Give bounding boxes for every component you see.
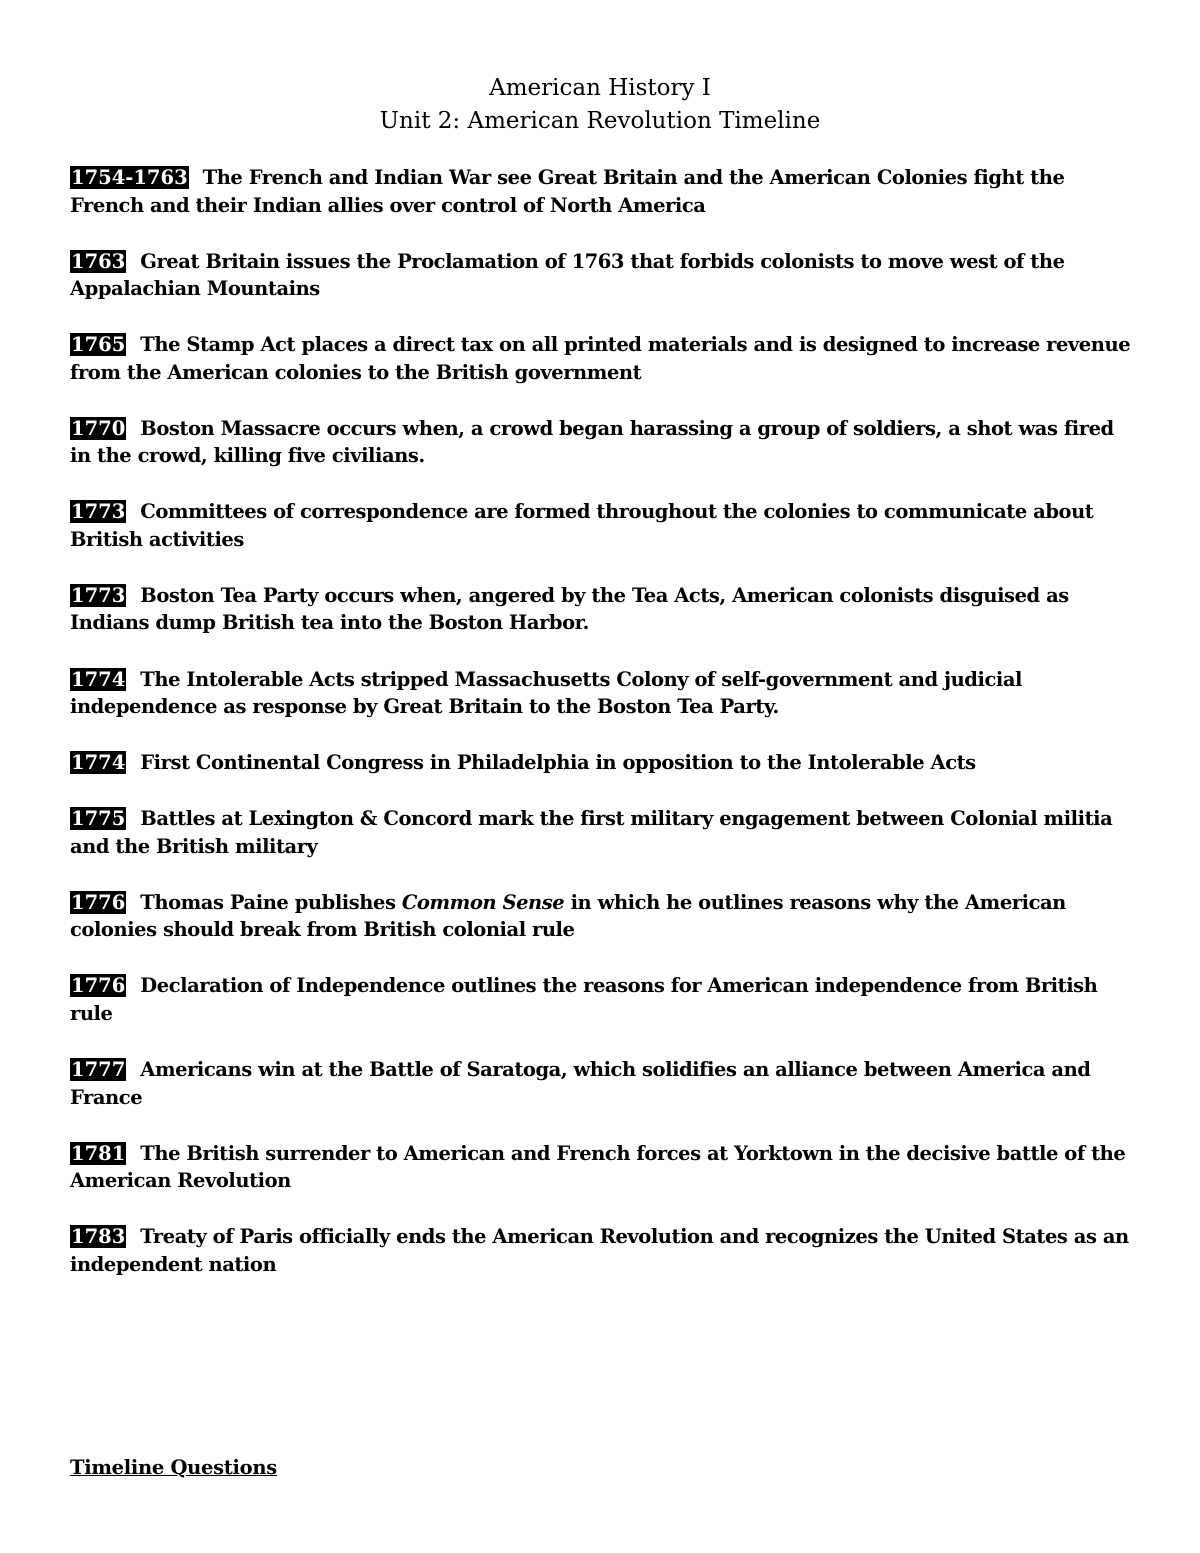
timeline-year: 1773 [71, 583, 126, 607]
timeline-year: 1776 [71, 974, 126, 998]
timeline-entry [70, 415, 1140, 470]
title-block [0, 72, 1200, 138]
timeline-text: Boston Tea Party occurs when, angered by the Tea Acts, American colonists disguised as Indians dump British tea into the Boston Harbor. [70, 583, 1069, 635]
timeline-year: 1774 [71, 667, 126, 691]
timeline-questions-heading: Timeline Questions [70, 1456, 277, 1479]
timeline-year: 1754-1763 [71, 166, 188, 189]
timeline-text: First Continental Congress in Philadelphia in opposition to the Intolerable Acts [140, 751, 976, 775]
timeline-entry [70, 666, 1140, 721]
timeline-list [70, 164, 1140, 1307]
timeline-text: The Stamp Act places a direct tax on all printed materials and is designed to increase revenue from the American colonies to the British government [70, 333, 1131, 384]
timeline-text: The British surrender to American and French forces at Yorktown in the decisive battle of the American Revolution [70, 1141, 1126, 1193]
timeline-entry [70, 749, 1140, 777]
timeline-entry [70, 805, 1140, 860]
timeline-year: 1763 [71, 249, 126, 273]
timeline-text: Treaty of Paris officially ends the American Revolution and recognizes the United States as an independent nation [70, 1225, 1129, 1276]
timeline-year: 1776 [71, 890, 126, 914]
timeline-text: The Intolerable Acts stripped Massachusetts Colony of self-government and judicial independence as response by Great Britain to the Boston Tea Party. [70, 667, 1022, 719]
timeline-entry [70, 889, 1140, 944]
timeline-year: 1770 [71, 416, 126, 440]
timeline-year: 1765 [71, 333, 126, 357]
timeline-entry [70, 1223, 1140, 1278]
timeline-text: Americans win at the Battle of Saratoga, which solidifies an alliance between America and France [70, 1058, 1091, 1109]
timeline-year: 1775 [71, 807, 126, 831]
timeline-year: 1781 [71, 1141, 126, 1165]
document-title: American History I [489, 75, 711, 101]
timeline-entry [70, 498, 1140, 553]
document-subtitle: Unit 2: American Revolution Timeline [379, 108, 821, 134]
book-title: Common Sense [401, 890, 565, 914]
timeline-year: 1777 [71, 1058, 126, 1082]
timeline-text: Committees of correspondence are formed throughout the colonies to communicate about British activities [70, 500, 1094, 551]
timeline-entry [70, 248, 1140, 303]
timeline-entry [70, 164, 1140, 219]
timeline-text: Boston Massacre occurs when, a crowd began harassing a group of soldiers, a shot was fired in the crowd, killing five civilians. [70, 416, 1114, 468]
timeline-year: 1783 [71, 1225, 126, 1249]
timeline-entry [70, 331, 1140, 386]
timeline-entry [70, 1056, 1140, 1111]
timeline-text: Battles at Lexington & Concord mark the first military engagement between Colonial militia and the British military [70, 807, 1113, 858]
timeline-text-after: in which he outlines reasons why the American colonies should break from British colonial rule [70, 890, 1066, 942]
timeline-year: 1774 [71, 751, 126, 775]
timeline-year: 1773 [71, 500, 126, 524]
timeline-entry [70, 582, 1140, 637]
timeline-entry [70, 972, 1140, 1027]
timeline-text: Declaration of Independence outlines the reasons for American independence from British rule [70, 974, 1098, 1025]
timeline-text-before: Thomas Paine publishes [140, 890, 396, 914]
timeline-entry [70, 1140, 1140, 1195]
timeline-text: The French and Indian War see Great Britain and the American Colonies fight the French and their Indian allies over control of North America [70, 166, 1065, 217]
timeline-text: Great Britain issues the Proclamation of 1763 that forbids colonists to move west of the Appalachian Mountains [70, 249, 1065, 301]
